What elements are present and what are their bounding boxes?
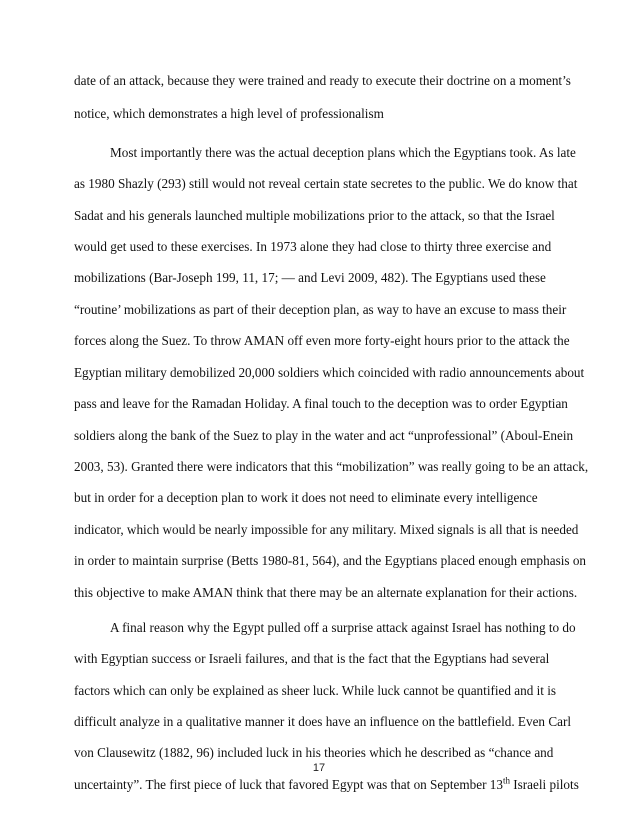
text-line: but in order for a deception plan to work it does not need to eliminate every intelligence (74, 490, 538, 505)
text-line: soldiers along the bank of the Suez to play in the water and act “unprofessional” (Aboul-Enein (74, 428, 574, 443)
text-line: “routine’ mobilizations as part of their deception plan, as way to have an excuse to mass their (74, 302, 567, 317)
page-number: 17 (312, 762, 326, 774)
paragraph-first-line: A final reason why the Egypt pulled off a surprise attack against Israel has nothing to do (110, 620, 576, 635)
text-line: this objective to make AMAN think that there may be an alternate explanation for their actions. (74, 585, 578, 600)
text-line: indicator, which would be nearly impossible for any military. Mixed signals is all that is needed (74, 522, 579, 537)
text-line-last (74, 775, 579, 793)
text-line: as 1980 Shazly (293) still would not reveal certain state secretes to the public. We do know that (74, 176, 578, 191)
text-line: factors which can only be explained as sheer luck. While luck cannot be quantified and it is (74, 683, 557, 698)
text-line: forces along the Suez. To throw AMAN off even more forty-eight hours prior to the attack the (74, 333, 570, 348)
text-line: mobilizations (Bar-Joseph 199, 11, 17; — and Levi 2009, 482). The Egyptians used these (74, 270, 546, 285)
text-line: 2003, 53). Granted there were indicators that this “mobilization” was really going to be an attack, (74, 459, 589, 474)
text-line: von Clausewitz (1882, 96) included luck in his theories which he described as “chance and (74, 745, 554, 760)
text-line: would get used to these exercises. In 1973 alone they had close to thirty three exercise and (74, 239, 552, 254)
text-line: with Egyptian success or Israeli failures, and that is the fact that the Egyptians had several (74, 651, 550, 666)
superscript: th (502, 775, 510, 786)
text-line: date of an attack, because they were trained and ready to execute their doctrine on a moment’s (74, 73, 571, 88)
text-line: difficult analyze in a qualitative manner it does have an influence on the battlefield. Even Carl (74, 714, 572, 729)
text-line: pass and leave for the Ramadan Holiday. A final touch to the deception was to order Egyptian (74, 396, 568, 411)
paragraph-first-line: Most importantly there was the actual deception plans which the Egyptians took. As late (110, 145, 576, 160)
text-line: in order to maintain surprise (Betts 1980-81, 564), and the Egyptians placed enough emphasis on (74, 553, 587, 568)
text-segment: uncertainty”. The first piece of luck that favored Egypt was that on September 13 (74, 777, 503, 792)
text-segment: Israeli pilots (509, 777, 579, 792)
text-line: Egyptian military demobilized 20,000 soldiers which coincided with radio announcements about (74, 365, 585, 380)
text-line: Sadat and his generals launched multiple mobilizations prior to the attack, so that the Israel (74, 208, 555, 223)
text-line: notice, which demonstrates a high level of professionalism (74, 106, 384, 121)
